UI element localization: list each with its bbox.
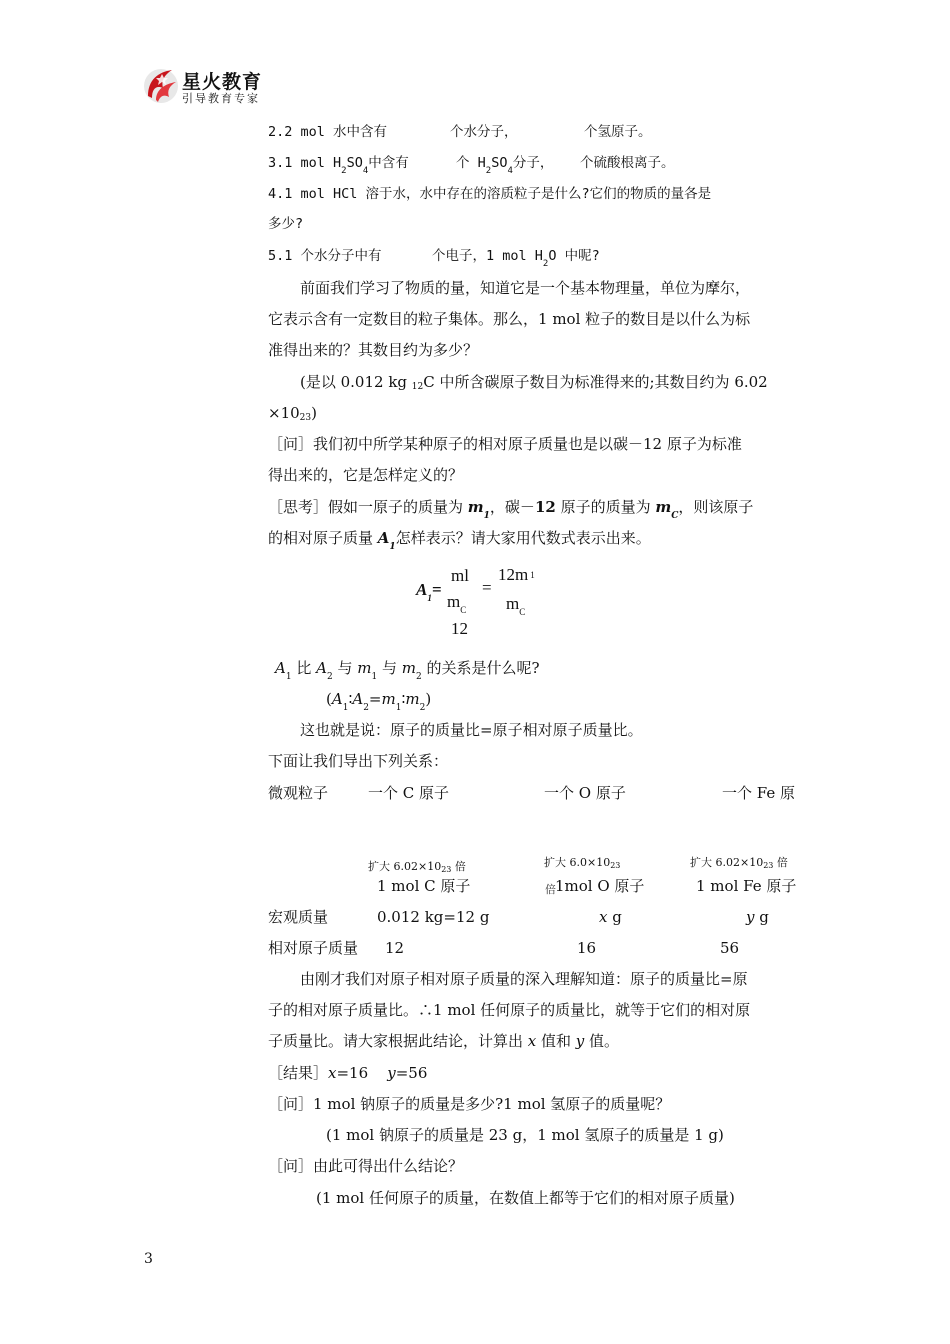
brand-logo <box>142 66 270 106</box>
q3-part-a: 3.1 mol H <box>268 155 342 171</box>
ratio-q-A2: A <box>316 659 327 677</box>
q3-part-g: 个硫酸根离子。 <box>580 155 675 171</box>
para2-x: x <box>527 1032 537 1050</box>
expand-iron-tail: 倍 <box>773 856 788 869</box>
formula-denominator-2-m: m <box>506 594 520 613</box>
formula-lhs-sub: 1 <box>427 593 432 603</box>
para1-line-3: 准得出来的？其数目约为多少？ <box>268 341 479 359</box>
q5-sub: 2 <box>542 259 549 269</box>
formula-numerator-2 <box>498 565 533 585</box>
question-4-line-1: 4.1 mol HCl 溶于水，水中存在的溶质粒子是什么?它们的物质的量各是 <box>268 186 712 202</box>
ratio-q-m1-sub: 1 <box>371 672 378 682</box>
para2-line-1: 由刚才我们对原子相对原子质量的深入理解知道：原子的质量比=原 <box>300 970 748 988</box>
think-part-b: ，碳－ <box>489 498 535 516</box>
ratio-q-yu-2: 与 <box>377 659 402 677</box>
overlap-bei: 倍 <box>545 883 556 896</box>
relative-mass-carbon: 12 <box>385 939 405 957</box>
ratio-a-close: ) <box>425 690 432 708</box>
answer1-part-b: C 中所含碳原子数目为标准得来的;其数目约为 6.02 <box>423 373 768 391</box>
q3-sub-3: 2 <box>485 166 492 176</box>
expand-carbon-exp: 23 <box>441 865 452 874</box>
think-m1-sub: 1 <box>483 511 490 521</box>
q3-part-e: SO <box>491 155 508 171</box>
ratio-a-m2-sub: 2 <box>419 703 426 713</box>
formula-equals-1: = <box>431 580 442 599</box>
q3-sub-2: 4 <box>362 166 369 176</box>
ratio-q-tail: 的关系是什么呢? <box>421 659 540 677</box>
mass-carbon: 0.012 kg=12 g <box>377 908 490 926</box>
micro-oxygen: 一个 O 原子 <box>544 784 626 802</box>
ratio-a-open: ( <box>326 690 332 708</box>
mass-iron-var: y <box>746 908 755 926</box>
expand-iron <box>690 853 788 874</box>
formula-numerator-2-sub: 1 <box>530 570 535 580</box>
think-part-d: ，则该原子 <box>678 498 754 516</box>
formula-denominator-2-sub: C <box>519 607 526 617</box>
para2-l3-a: 子质量比。请大家根据此结论，计算出 <box>268 1032 528 1050</box>
mass-oxygen-var: x <box>599 908 608 926</box>
ratio-a-colon-1: ∶ <box>348 690 353 708</box>
question-4-line-2: 多少? <box>268 216 304 232</box>
mass-iron-unit: g <box>754 908 769 926</box>
ratio-question <box>275 658 540 681</box>
ratio-a-m1-sub: 1 <box>395 703 402 713</box>
ratio-a-m1: m <box>381 690 396 708</box>
think-mc: m <box>655 498 672 516</box>
question-2 <box>268 122 652 142</box>
expand-iron-text: 扩大 6.02×10 <box>690 856 764 869</box>
result-label: ［结果］ <box>268 1064 329 1082</box>
micro-iron: 一个 Fe 原 <box>722 784 796 802</box>
think-A1: A <box>377 529 390 547</box>
ask-1-line-2: 得出来的，它是怎样定义的？ <box>268 466 464 484</box>
think-A1-sub: 1 <box>389 542 396 552</box>
logo-brand-name: 星火教育 <box>182 71 263 93</box>
question-3 <box>268 153 675 176</box>
result-line <box>268 1063 427 1083</box>
formula-denominator-1-12: 12 <box>451 619 468 638</box>
think-part-c: 原子的质量为 <box>555 498 656 516</box>
think-carbon-12: 12 <box>534 498 556 516</box>
para2-l3-b: 值和 <box>536 1032 576 1050</box>
para1-line-1: 前面我们学习了物质的量，知道它是一个基本物理量，单位为摩尔， <box>300 279 751 297</box>
para2-line-3 <box>268 1031 619 1051</box>
mass-iron <box>746 907 769 927</box>
ratio-q-A1: A <box>275 659 286 677</box>
formula-numerator-1: ml <box>451 566 469 585</box>
think-line-2 <box>268 528 651 551</box>
think-line-1 <box>268 497 753 520</box>
micro-label: 微观粒子 <box>268 784 329 802</box>
q5-part-c: O 中呢? <box>548 248 600 264</box>
q2-part-b: 个水分子， <box>450 124 518 140</box>
ratio-answer <box>326 689 431 712</box>
ratio-q-m1: m <box>357 659 372 677</box>
q3-sub-1: 2 <box>341 166 347 176</box>
macro-carbon: 1 mol C 原子 <box>377 877 471 895</box>
ratio-q-A1-sub: 1 <box>285 672 292 682</box>
page-number: 3 <box>144 1251 153 1267</box>
flame-logo-icon <box>142 66 182 106</box>
ratio-q-A2-sub: 2 <box>326 672 333 682</box>
result-x: x <box>328 1064 337 1082</box>
formula-denominator-1-sub: C <box>460 605 467 615</box>
para1-line-2: 它表示含有一定数目的粒子集体。那么，1 mol 粒子的数目是以什么为标 <box>268 310 751 328</box>
answer-1-line-2 <box>268 403 317 426</box>
result-y: y <box>387 1064 396 1082</box>
ratio-a-m2: m <box>405 690 420 708</box>
mass-oxygen-unit: g <box>607 908 622 926</box>
result-x-value: =16 <box>336 1064 388 1082</box>
answer1-part-c: ×10 <box>268 404 300 422</box>
ratio-a-equals: = <box>368 690 382 708</box>
q2-part-c: 个氢原子。 <box>584 124 652 140</box>
answer-2: (1 mol 钠原子的质量是 23 g，1 mol 氢原子的质量是 1 g) <box>326 1126 724 1144</box>
question-5 <box>268 246 600 269</box>
expand-carbon-tail: 倍 <box>451 860 466 873</box>
ask-3: ［问］由此可得出什么结论？ <box>268 1157 464 1175</box>
q5-part-b: 个电子，1 mol H <box>432 248 543 264</box>
mass-label: 宏观质量 <box>268 908 329 926</box>
mass-oxygen <box>599 907 622 927</box>
q2-part-a: 2.2 mol 水中含有 <box>268 124 388 140</box>
think-m1: m <box>467 498 484 516</box>
answer1-part-d: ) <box>311 404 317 422</box>
expand-oxygen <box>544 853 620 874</box>
answer1-part-a: (是以 0.012 kg <box>300 373 412 391</box>
ratio-q-m2: m <box>401 659 416 677</box>
para2-line-2: 子的相对原子质量比。∴1 mol 任何原子的质量比，就等于它们的相对原 <box>268 1001 751 1019</box>
macro-iron: 1 mol Fe 原子 <box>696 877 797 895</box>
answer1-mass-number: 12 <box>411 382 424 392</box>
ratio-a-A2-sub: 2 <box>363 703 369 713</box>
answer-1-line-1 <box>300 372 768 395</box>
ratio-a-A1-sub: 1 <box>342 703 349 713</box>
think-part-f: 怎样表示？请大家用代数式表示出来。 <box>395 529 651 547</box>
formula-denominator-1 <box>447 592 467 615</box>
ratio-q-m2-sub: 2 <box>416 672 422 682</box>
ratio-q-bi: 比 <box>291 659 317 677</box>
logo-tagline: 引导教育专家 <box>182 92 260 105</box>
think-mc-sub: C <box>671 511 679 521</box>
ratio-a-A2: A <box>352 690 364 708</box>
formula-equals-2: = <box>482 578 492 597</box>
expand-iron-exp: 23 <box>763 861 774 870</box>
answer-3: (1 mol 任何原子的质量，在数值上都等于它们的相对原子质量) <box>316 1189 735 1207</box>
that-is-line: 这也就是说：原子的质量比=原子相对原子质量比。 <box>300 721 643 739</box>
q3-part-c: 中含有 <box>368 155 409 171</box>
q3-part-b: SO <box>346 155 363 171</box>
formula-lhs <box>416 580 442 603</box>
think-part-e: 的相对原子质量 <box>268 529 378 547</box>
ask-1-line-1: ［问］我们初中所学某种原子的相对原子质量也是以碳－12 原子为标准 <box>268 435 742 453</box>
para2-y: y <box>575 1032 585 1050</box>
q3-sub-4: 4 <box>507 166 513 176</box>
micro-carbon: 一个 C 原子 <box>368 784 450 802</box>
formula-denominator-1-m: m <box>447 592 461 611</box>
result-y-value: =56 <box>395 1064 428 1082</box>
relative-mass-iron: 56 <box>720 939 740 957</box>
q3-part-d: 个 H <box>456 155 486 171</box>
relative-mass-label: 相对原子质量 <box>268 939 359 957</box>
expand-carbon-text: 扩大 6.02×10 <box>368 860 442 873</box>
macro-oxygen: 1mol O 原子 <box>555 877 645 895</box>
q3-part-f: 分子， <box>512 155 554 171</box>
q5-part-a: 5.1 个水分子中有 <box>268 248 382 264</box>
derive-line: 下面让我们导出下列关系： <box>268 752 449 770</box>
relative-mass-oxygen: 16 <box>577 939 597 957</box>
formula-numerator-2-text: 12m <box>498 565 529 584</box>
formula-denominator-2 <box>506 594 526 617</box>
ratio-a-A1: A <box>331 690 343 708</box>
expand-oxygen-exp: 23 <box>610 861 621 870</box>
ask-2: ［问］1 mol 钠原子的质量是多少?1 mol 氢原子的质量呢？ <box>268 1095 671 1113</box>
answer1-exponent: 23 <box>299 413 312 423</box>
ratio-q-yu: 与 <box>332 659 358 677</box>
expand-carbon <box>368 857 466 878</box>
ratio-a-colon-2: ∶ <box>401 690 406 708</box>
think-part-a: ［思考］假如一原子的质量为 <box>268 498 468 516</box>
para2-l3-c: 值。 <box>584 1032 620 1050</box>
expand-oxygen-text: 扩大 6.0×10 <box>544 856 611 869</box>
formula-lhs-letter: A <box>416 580 428 599</box>
